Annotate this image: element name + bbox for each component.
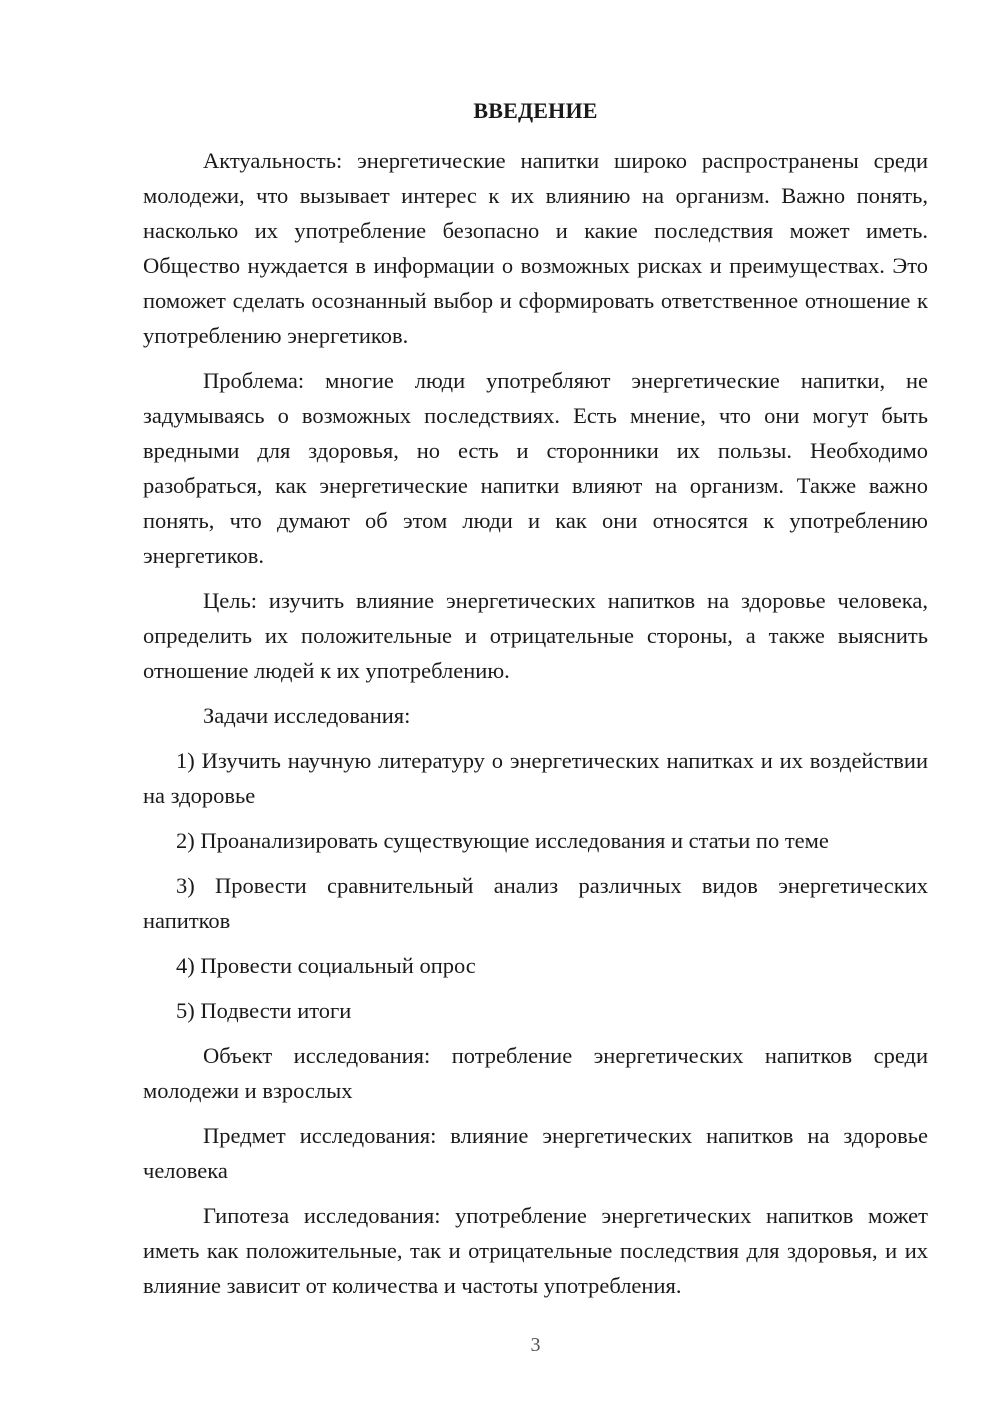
paragraph-problem: Проблема: многие люди употребляют энергетические напитки, не задумываясь о возможных последствиях. Есть мнение, что они могут быть вредными для здоровья, но есть и сторонники их пользы. Необходимо разобраться, как энергетические напитки влияют на организм. Также важно понять, что думают об этом люди и как они относятся к употреблению энергетиков. bbox=[143, 368, 928, 568]
task-item: 5) Подвести итоги bbox=[176, 998, 352, 1023]
task-item: 4) Провести социальный опрос bbox=[176, 953, 476, 978]
paragraph-subject: Предмет исследования: влияние энергетических напитков на здоровье человека bbox=[143, 1123, 928, 1183]
paragraph-hypothesis: Гипотеза исследования: употребление энергетических напитков может иметь как положительные, так и отрицательные последствия для здоровья, и их влияние зависит от количества и частоты употребления. bbox=[143, 1203, 928, 1298]
task-item: 3) Провести сравнительный анализ различных видов энергетических напитков bbox=[143, 873, 928, 933]
document-body bbox=[143, 143, 928, 1313]
paragraph-goal: Цель: изучить влияние энергетических напитков на здоровье человека, определить их положительные и отрицательные стороны, а также выяснить отношение людей к их употреблению. bbox=[143, 588, 928, 683]
paragraph-relevance: Актуальность: энергетические напитки широко распространены среди молодежи, что вызывает интерес к их влиянию на организм. Важно понять, насколько их употребление безопасно и какие последствия может иметь. Общество нуждается в информации о возможных рисках и преимуществах. Это поможет сделать осознанный выбор и сформировать ответственное отношение к употреблению энергетиков. bbox=[143, 148, 928, 348]
page-title: ВВЕДЕНИЕ bbox=[473, 98, 598, 123]
task-item: 2) Проанализировать существующие исследования и статьи по теме bbox=[176, 828, 829, 853]
document-page bbox=[143, 0, 928, 1414]
page-number: 3 bbox=[530, 1334, 541, 1356]
task-item: 1) Изучить научную литературу о энергетических напитках и их воздействии на здоровье bbox=[143, 748, 928, 808]
paragraph-object: Объект исследования: потребление энергетических напитков среди молодежи и взрослых bbox=[143, 1043, 928, 1103]
tasks-heading: Задачи исследования: bbox=[203, 703, 411, 728]
